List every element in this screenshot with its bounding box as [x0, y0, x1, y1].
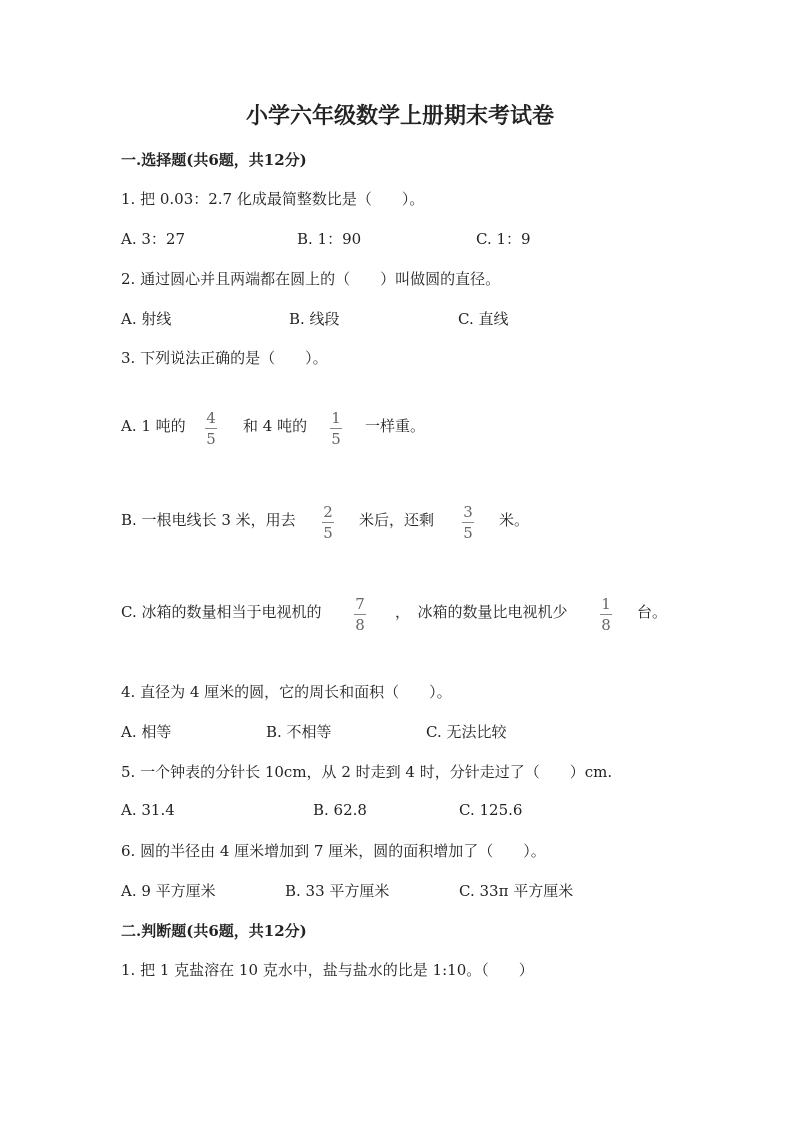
fraction [322, 504, 334, 541]
numerator: 1 [601, 595, 611, 613]
fraction-bar [600, 614, 612, 615]
option-a-text-3: 一样重。 [365, 417, 426, 435]
fraction [330, 410, 342, 447]
option-b-text-2: 米后，还剩 [359, 511, 435, 529]
question-stem: 1. 把 0.03：2.7 化成最简整数比是（ ）。 [121, 190, 425, 208]
fraction-bar [354, 614, 366, 615]
numerator: 7 [355, 595, 365, 613]
option-b-text-3: 米。 [499, 511, 530, 529]
fraction-bar [330, 428, 342, 429]
denominator: 5 [323, 524, 333, 542]
fraction-bar [205, 428, 217, 429]
option-a: A. 31.4 [121, 801, 175, 819]
option-a-text-2: 和 4 吨的 [243, 417, 308, 435]
option-c-text-3: 台。 [637, 603, 668, 621]
section-heading-choice: 一.选择题(共6题，共12分) [121, 151, 307, 169]
option-c: C. 125.6 [459, 801, 523, 819]
question-stem: 4. 直径为 4 厘米的圆，它的周长和面积（ ）。 [121, 683, 452, 701]
option-c: C. 无法比较 [426, 723, 507, 741]
question-stem: 6. 圆的半径由 4 厘米增加到 7 厘米，圆的面积增加了（ ）。 [121, 842, 546, 860]
denominator: 5 [463, 524, 473, 542]
fraction-bar [322, 522, 334, 523]
fraction [354, 596, 366, 633]
denominator: 5 [206, 430, 216, 448]
denominator: 8 [355, 616, 365, 634]
numerator: 2 [323, 503, 333, 521]
page-title: 小学六年级数学上册期末考试卷 [245, 103, 554, 129]
denominator: 8 [601, 616, 611, 634]
option-a: A. 射线 [121, 310, 172, 328]
question-stem: 5. 一个钟表的分针长 10cm，从 2 时走到 4 时，分针走过了（ ）cm. [121, 763, 613, 781]
option-c-text-1: C. 冰箱的数量相当于电视机的 [121, 603, 322, 621]
option-a: A. 3：27 [121, 230, 185, 248]
option-b: B. 1：90 [297, 230, 362, 248]
question-stem: 1. 把 1 克盐溶在 10 克水中，盐与盐水的比是 1:10。（ ） [121, 961, 534, 979]
option-a: A. 相等 [121, 723, 172, 741]
option-b: B. 33 平方厘米 [285, 882, 390, 900]
option-c: C. 1：9 [476, 230, 531, 248]
option-b-text-1: B. 一根电线长 3 米，用去 [121, 511, 296, 529]
option-c: C. 直线 [458, 310, 509, 328]
fraction [462, 504, 474, 541]
option-b: B. 不相等 [266, 723, 332, 741]
numerator: 4 [206, 409, 216, 427]
option-a: A. 9 平方厘米 [121, 882, 216, 900]
option-b: B. 线段 [289, 310, 340, 328]
denominator: 5 [331, 430, 341, 448]
fraction [600, 596, 612, 633]
option-b: B. 62.8 [313, 801, 367, 819]
numerator: 3 [463, 503, 473, 521]
option-c-text-2: ， 冰箱的数量比电视机少 [395, 603, 568, 621]
question-stem: 3. 下列说法正确的是（ ）。 [121, 349, 328, 367]
section-heading-judgement: 二.判断题(共6题，共12分) [121, 922, 307, 940]
option-c: C. 33π 平方厘米 [459, 882, 574, 900]
fraction [205, 410, 217, 447]
option-a-text-1: A. 1 吨的 [121, 417, 186, 435]
question-stem: 2. 通过圆心并且两端都在圆上的（ ）叫做圆的直径。 [121, 270, 501, 288]
numerator: 1 [331, 409, 341, 427]
fraction-bar [462, 522, 474, 523]
